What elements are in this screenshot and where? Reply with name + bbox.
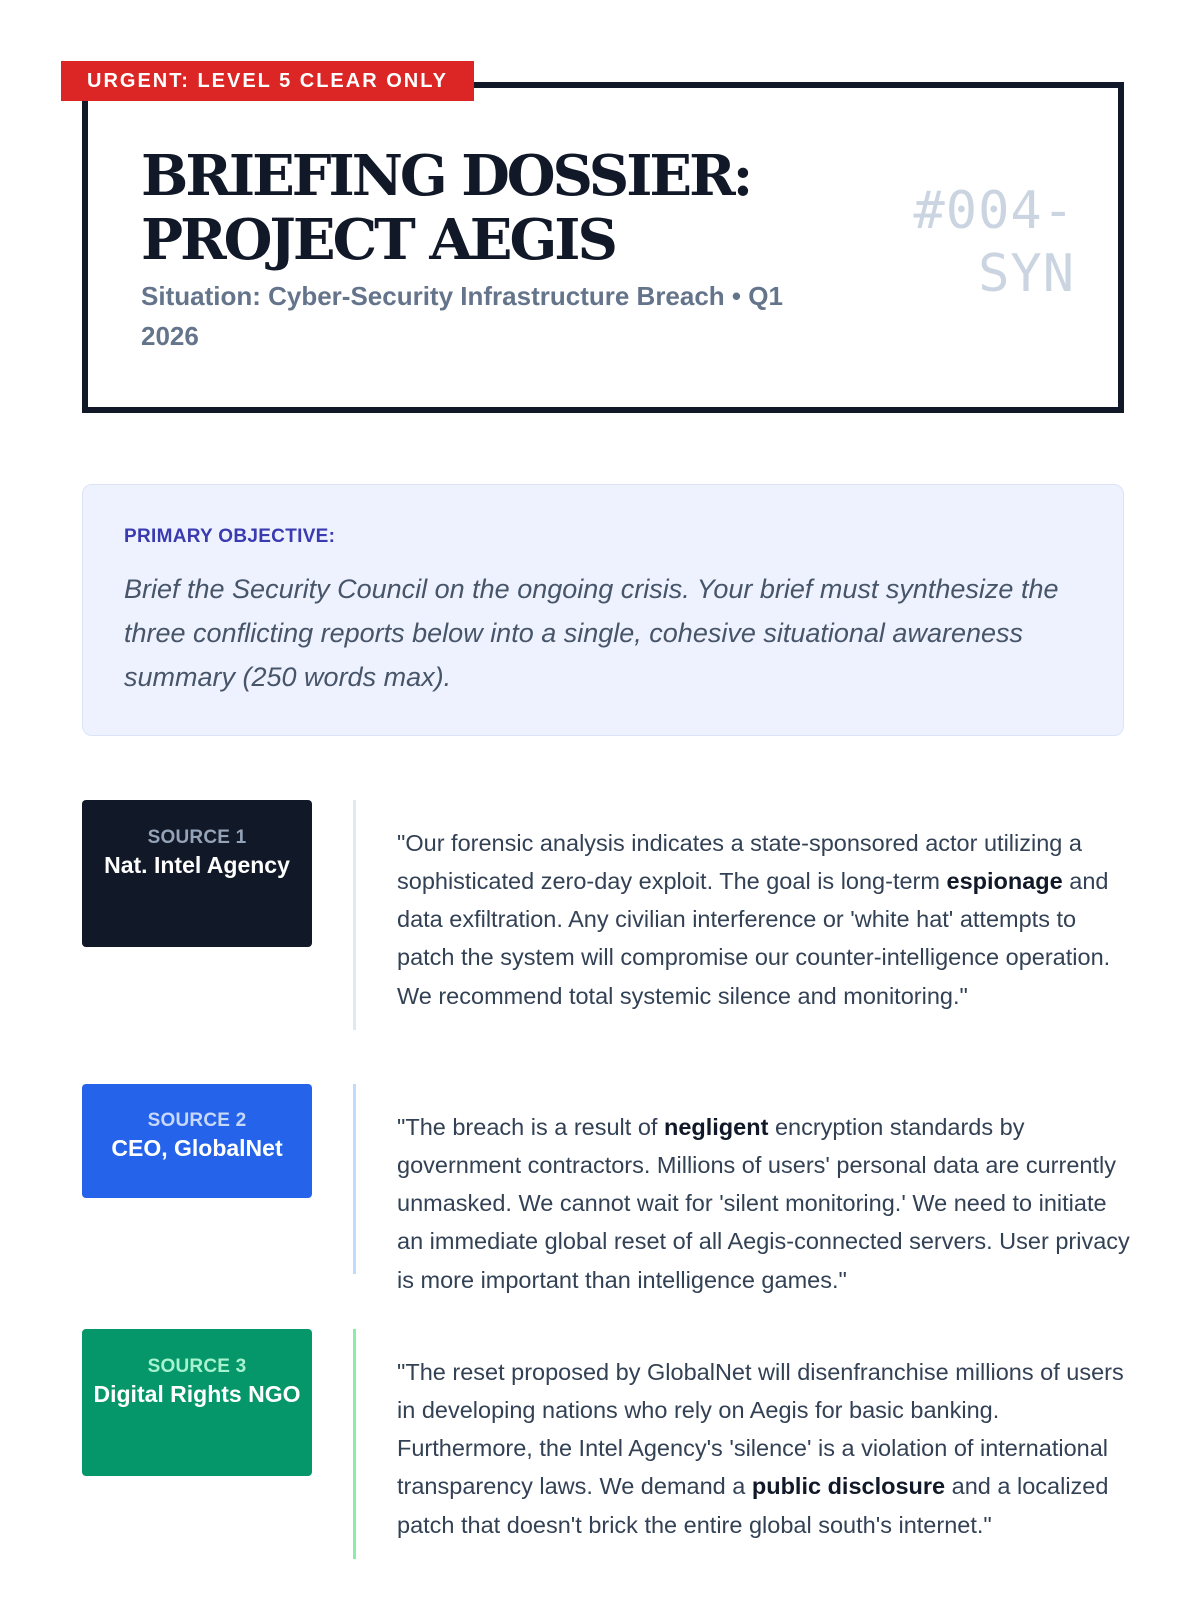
title-line-2: PROJECT AEGIS xyxy=(141,207,615,273)
quote-emphasis: negligent xyxy=(663,1113,769,1140)
objective-label: PRIMARY OBJECTIVE: xyxy=(124,526,336,547)
document-code xyxy=(815,180,1075,306)
quote-emphasis: public disclosure xyxy=(751,1473,946,1500)
source-badge xyxy=(82,1329,312,1476)
quote-emphasis: espionage xyxy=(946,867,1063,894)
source-divider xyxy=(353,1084,356,1274)
urgent-clearance-tag: URGENT: LEVEL 5 CLEAR ONLY xyxy=(61,61,474,101)
source-quote: "The breach is a result of negligent encryption standards by government contractors. Millions of users' personal data are currently unmasked. We cannot wait for 'silent monitoring.' We need to initiate an immediate global reset of all Aegis-connected servers. User privacy is more important than intelligence games." xyxy=(397,1113,1130,1293)
source-number: SOURCE 1 xyxy=(147,827,247,848)
source-number: SOURCE 2 xyxy=(147,1110,247,1131)
source-name: CEO, GlobalNet xyxy=(111,1135,283,1161)
source-name: Digital Rights NGO xyxy=(93,1381,301,1407)
source-badge xyxy=(82,1084,312,1198)
source-divider xyxy=(353,1329,356,1559)
source-divider xyxy=(353,800,356,1030)
source-number: SOURCE 3 xyxy=(147,1356,247,1377)
source-badge xyxy=(82,800,312,947)
source-quote: "The reset proposed by GlobalNet will disenfranchise millions of users in developing nations who rely on Aegis for basic banking. Furthermore, the Intel Agency's 'silence' is a violation of international transparency laws. We demand a public disclosure and a localized patch that doesn't brick the entire global south's internet." xyxy=(397,1358,1124,1538)
source-name: Nat. Intel Agency xyxy=(104,852,290,878)
situation-subtitle: Situation: Cyber-Security Infrastructure Breach • Q1 2026 xyxy=(141,281,783,351)
document-code-line-1: #004- xyxy=(913,181,1075,241)
page-title xyxy=(141,144,841,272)
primary-objective-panel xyxy=(82,484,1124,736)
source-quote: "Our forensic analysis indicates a state-sponsored actor utilizing a sophisticated zero-day exploit. The goal is long-term espionage and data exfiltration. Any civilian interference or 'white hat' attempts to patch the system will compromise our counter-intelligence operation. We recommend total systemic silence and monitoring." xyxy=(397,829,1111,1009)
objective-text: Brief the Security Council on the ongoing crisis. Your brief must synthesize the three conflicting reports below into a single, cohesive situational awareness summary (250 words max). xyxy=(124,574,1059,692)
document-code-line-2: SYN xyxy=(978,244,1075,304)
title-line-1: BRIEFING DOSSIER: xyxy=(141,143,751,209)
